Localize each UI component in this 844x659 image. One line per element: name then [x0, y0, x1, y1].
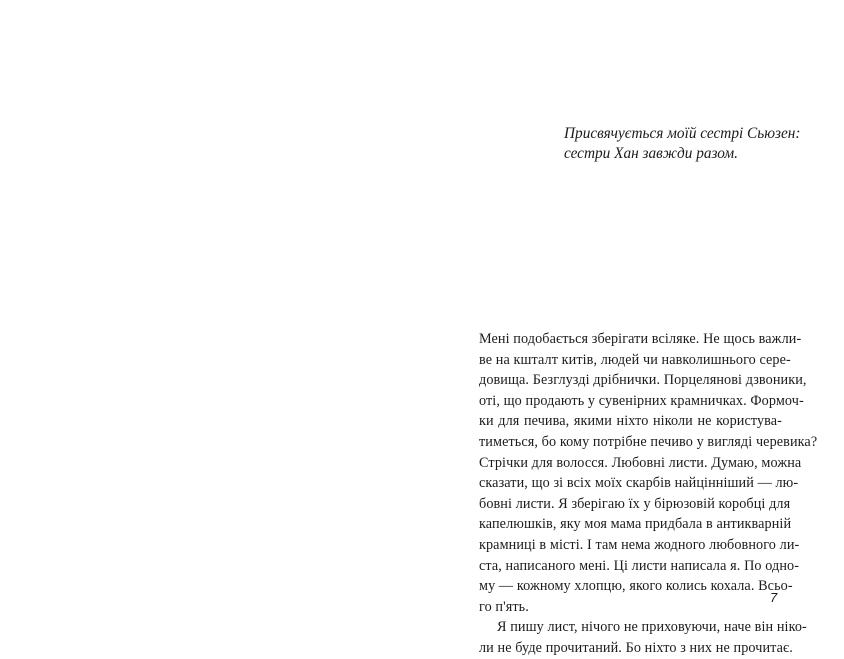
- body-line: Мені подобається зберігати всіляке. Не щось важли-: [479, 331, 802, 347]
- body-line: сказати, що зі всіх моїх скарбів найцінніший — лю-: [479, 475, 799, 492]
- dedication: [564, 124, 804, 164]
- body-line: Стрічки для волосся. Любовні листи. Думаю, можна: [479, 454, 802, 471]
- dedication-line: сестри Хан завжди разом.: [564, 145, 738, 162]
- body-line: ли не буде прочитаний. Бо ніхто з них не прочитає.: [479, 639, 793, 656]
- page-number: 7: [770, 590, 778, 605]
- dedication-line: Присвячується моїй сестрі Сьюзен:: [564, 125, 801, 142]
- body-line: ста, написаного мені. Ці листи написала я. По одно-: [479, 557, 800, 574]
- body-line: го п'ять.: [479, 598, 529, 615]
- body-line: бовні листи. Я зберігаю їх у бірюзовій коробці для: [479, 495, 791, 512]
- body-line: тиметься, бо кому потрібне печиво у вигляді черевика?: [479, 433, 818, 450]
- body-line: Я пишу лист, нічого не приховуючи, наче він ніко-: [497, 619, 807, 636]
- body-line: довища. Безглузді дрібнички. Порцелянові дзвоники,: [479, 372, 807, 389]
- body-line: крамниці в місті. І там нема жодного любовного ли-: [479, 536, 800, 553]
- body-line: ве на кшталт китів, людей чи навколишнього сере-: [479, 351, 791, 368]
- body-line: му — кожному хлопцю, якого колись кохала. Всьо-: [479, 578, 793, 595]
- body-line: ки для печива, якими ніхто ніколи не користува-: [479, 413, 782, 430]
- body-line: оті, що продають у сувенірних крамничках. Формоч-: [479, 392, 804, 409]
- body-line: капелюшків, яку моя мама придбала в антикварній: [479, 516, 792, 533]
- chapter-body-text: [479, 329, 818, 659]
